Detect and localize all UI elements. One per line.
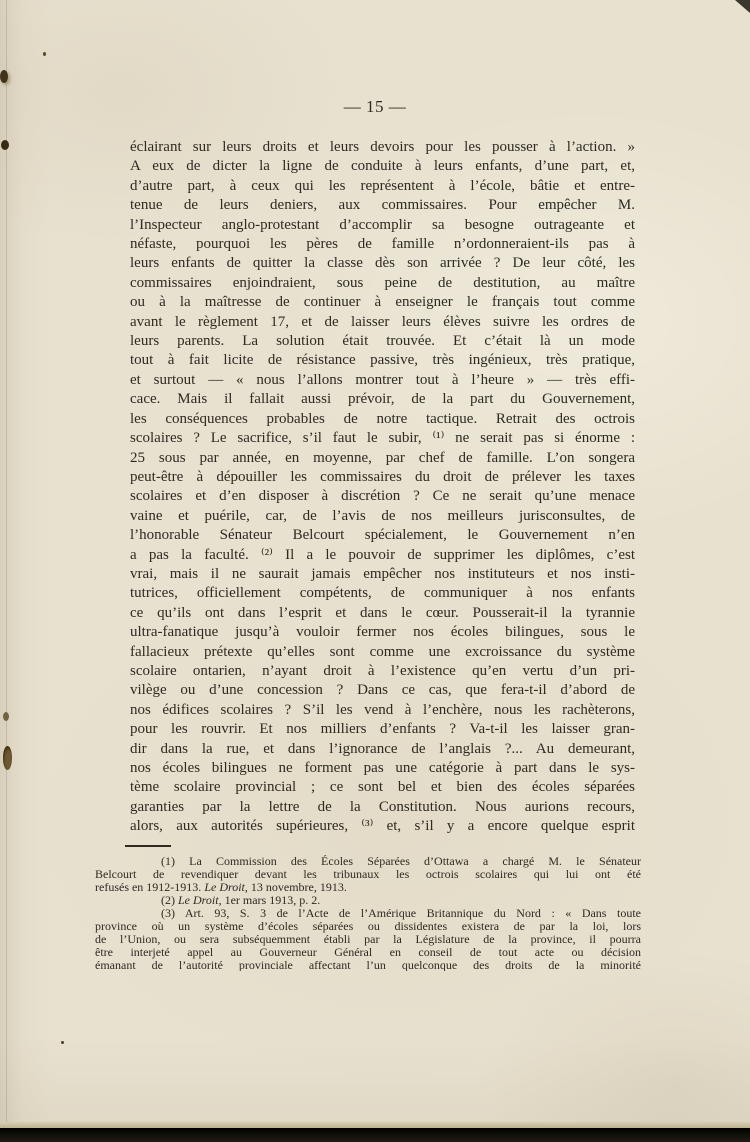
body-text-line: nos édifices scolaires ? S’il les vend à l’enchère, nous les rachèterons, <box>130 701 635 718</box>
body-text-line: cace. Mais il fallait aussi prévoir, de la part du Gouvernement, <box>130 391 635 408</box>
body-text-line: avant le règlement 17, et de laisser leurs élèves suivre les ordres de <box>130 313 635 330</box>
body-text-line: commissaires enjoindraient, sous peine de destitution, au maître <box>130 274 635 291</box>
body-text-line: scolaires ? Le sacrifice, s’il faut le subir, ⁽¹⁾ ne serait pas si énorme : <box>130 430 635 447</box>
body-text-line: néfaste, pourquoi les pères de famille n’ordonneraient-ils pas à <box>130 236 635 253</box>
footnote-line: Belcourt de revendiquer devant les tribunaux les octrois scolaires qui lui ont été <box>95 867 641 881</box>
footnote-separator-rule <box>125 845 171 847</box>
body-text-line: vaine et puérile, car, de l’avis de nos meilleurs jurisconsultes, de <box>130 507 635 524</box>
body-text-line: tenue de leurs deniers, aux commissaires. Pour empêcher M. <box>130 197 635 214</box>
body-text-line: ultra-fanatique jusqu’à vouloir fermer nos écoles bilingues, sous le <box>130 624 635 641</box>
footnote-line: être interjeté appel au Gouverneur Général en conseil de tout acte ou décision <box>95 945 641 959</box>
paper-crease-line <box>6 0 7 1128</box>
binding-staple-mark <box>1 140 9 150</box>
body-text-line: l’Inspecteur anglo-protestant d’accomplir sa besogne outrageante et <box>130 216 635 233</box>
body-text-line: éclairant sur leurs droits et leurs devoirs pour les pousser à l’action. » <box>130 139 635 155</box>
body-text-line: A eux de dicter la ligne de conduite à leurs enfants, d’une part, et, <box>130 158 635 175</box>
body-text-block <box>130 138 635 837</box>
body-text-line: scolaires et d’en disposer à discrétion ? Ce ne serait qu’une menace <box>130 488 635 505</box>
body-text-line: ce qu’ils ont dans l’esprit et dans le cœur. Pousserait-il la tyrannie <box>130 604 635 621</box>
body-text-line: pour les rouvrir. Et nos milliers d’enfants ? Va-t-il les laisser gran- <box>130 721 635 738</box>
binding-staple-mark <box>3 712 9 721</box>
body-text-line: dir dans la rue, et dans l’ignorance de l’anglais ?... Au demeurant, <box>130 740 635 757</box>
footnote-line: (3) Art. 93, S. 3 de l’Acte de l’Amérique Britannique du Nord : « Dans toute <box>161 906 641 920</box>
page-number: — 15 — <box>343 97 407 116</box>
binding-staple-mark <box>0 70 8 83</box>
body-text-line: tème scolaire provincial ; ce sont bel et bien des écoles séparées <box>130 779 635 796</box>
body-text-line: nos écoles bilingues ne forment pas une catégorie à part dans le sys- <box>130 760 635 776</box>
paper-speck <box>61 1041 64 1044</box>
dark-backdrop <box>0 1128 750 1142</box>
footnote-line: (2) Le Droit, 1er mars 1913, p. 2. <box>161 893 321 907</box>
body-text-line: d’autre part, à ceux qui les représentent à l’école, bâtie et entre- <box>130 177 635 194</box>
footnote-line: (1) La Commission des Écoles Séparées d’Ottawa a chargé M. le Sénateur <box>161 855 641 868</box>
footnote-line: refusés en 1912-1913. Le Droit, 13 novembre, 1913. <box>95 880 347 894</box>
corner-shadow-top-right <box>735 0 750 13</box>
body-text-line: tout à fait licite de résistance passive, très ingénieux, très pratique, <box>130 352 635 369</box>
paper-speck <box>43 52 46 56</box>
body-text-line: l’honorable Sénateur Belcourt spécialement, le Gouvernement n’en <box>130 527 635 544</box>
body-text-line: alors, aux autorités supérieures, ⁽³⁾ et, s’il y a encore quelque esprit <box>130 818 635 835</box>
binding-staple-mark <box>3 746 12 770</box>
body-text-line: vrai, mais il ne saurait jamais empêcher nos instituteurs et nos insti- <box>130 565 635 582</box>
body-text-line: tutrices, officiellement compétents, de communiquer à nos enfants <box>130 585 635 602</box>
body-text-line: peut-être à dépouiller les commissaires du droit de prélever les taxes <box>130 468 635 485</box>
body-text-line: fallacieux prétexte qu’elles sont comme une excroissance du système <box>130 643 635 660</box>
footnote-line: émanant de l’autorité provinciale affectant l’un quelconque des droits de la minorité <box>95 958 641 972</box>
body-text-line: ou à la maîtresse de continuer à enseigner le français tout comme <box>130 294 635 311</box>
footnote-line: province où un système d’écoles séparées ou dissidentes existera de par la loi, lors <box>95 919 641 933</box>
body-text-line: 25 sous par année, en moyenne, par chef de famille. L’on songera <box>130 449 635 466</box>
footnote-line: de l’Union, ou sera subséquemment établi par la Législature de la province, il pourra <box>95 932 641 946</box>
body-text-line: garanties par la lettre de la Constitution. Nous aurions recours, <box>130 798 635 815</box>
body-text-line: leurs enfants de quitter la classe dès son arrivée ? De leur côté, les <box>130 255 635 272</box>
body-text-line: vilège ou d’une concession ? Dans ce cas, que fera-t-il d’abord de <box>130 682 635 699</box>
footnotes-block <box>95 855 641 971</box>
body-text-line: scolaire ontarien, n’ayant droit à l’existence qu’en vertu d’un pri- <box>130 662 635 679</box>
body-text-line: et surtout — « nous l’allons montrer tout à l’heure » — très effi- <box>130 371 635 388</box>
body-text-line: les conséquences probables de notre tactique. Retrait des octrois <box>130 410 635 427</box>
body-text-line: a pas la faculté. ⁽²⁾ Il a le pouvoir de supprimer les diplômes, c’est <box>130 546 635 563</box>
body-text-line: leurs parents. La solution était trouvée. Et c’était là un mode <box>130 333 635 350</box>
